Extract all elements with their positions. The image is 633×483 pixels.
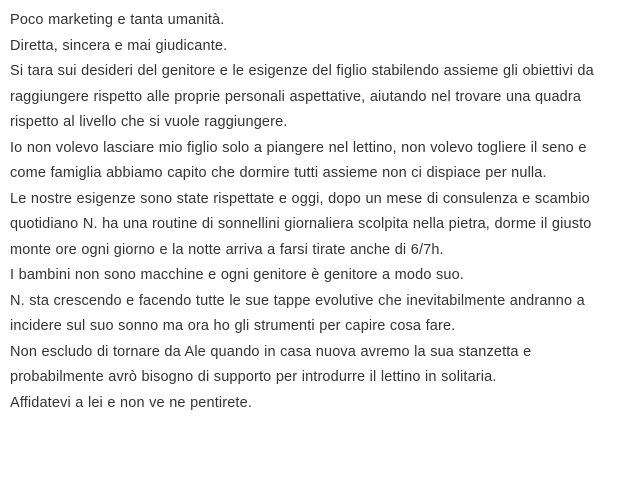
paragraph: Le nostre esigenze sono state rispettate e oggi, dopo un mese di consulenza e scambio quotidiano N. ha una routine di sonnellini giornaliera scolpita nella pietra, dorme il giusto monte ore ogni giorno e la notte arriva a farsi tirate anche di 6/7h. [10, 190, 592, 258]
paragraph: N. sta crescendo e facendo tutte le sue tappe evolutive che inevitabilmente andranno a incidere sul suo sonno ma ora ho gli strumenti per capire cosa fare. [10, 292, 585, 334]
paragraph: I bambini non sono macchine e ogni genitore è genitore a modo suo. [10, 267, 464, 283]
paragraph: Affidatevi a lei e non ve ne pentirete. [10, 394, 252, 411]
paragraph: Diretta, sincera e mai giudicante. [10, 37, 228, 54]
paragraph: Non escludo di tornare da Ale quando in casa nuova avremo la sua stanzetta e probabilmente avrò bisogno di supporto per introdurre il lettino in solitaria. [10, 343, 532, 385]
paragraph: Si tara sui desideri del genitore e le esigenze del figlio stabilendo assieme gli obiettivi da raggiungere rispetto alle proprie personali aspettative, aiutando nel trovare una quadra rispetto al livello che si vuole raggiungere. [10, 63, 594, 130]
paragraph: Io non volevo lasciare mio figlio solo a piangere nel lettino, non volevo togliere il seno e come famiglia abbiamo capito che dormire tutti assieme non ci dispiace per nulla. [10, 139, 587, 181]
paragraph: Poco marketing e tanta umanità. [10, 12, 225, 28]
